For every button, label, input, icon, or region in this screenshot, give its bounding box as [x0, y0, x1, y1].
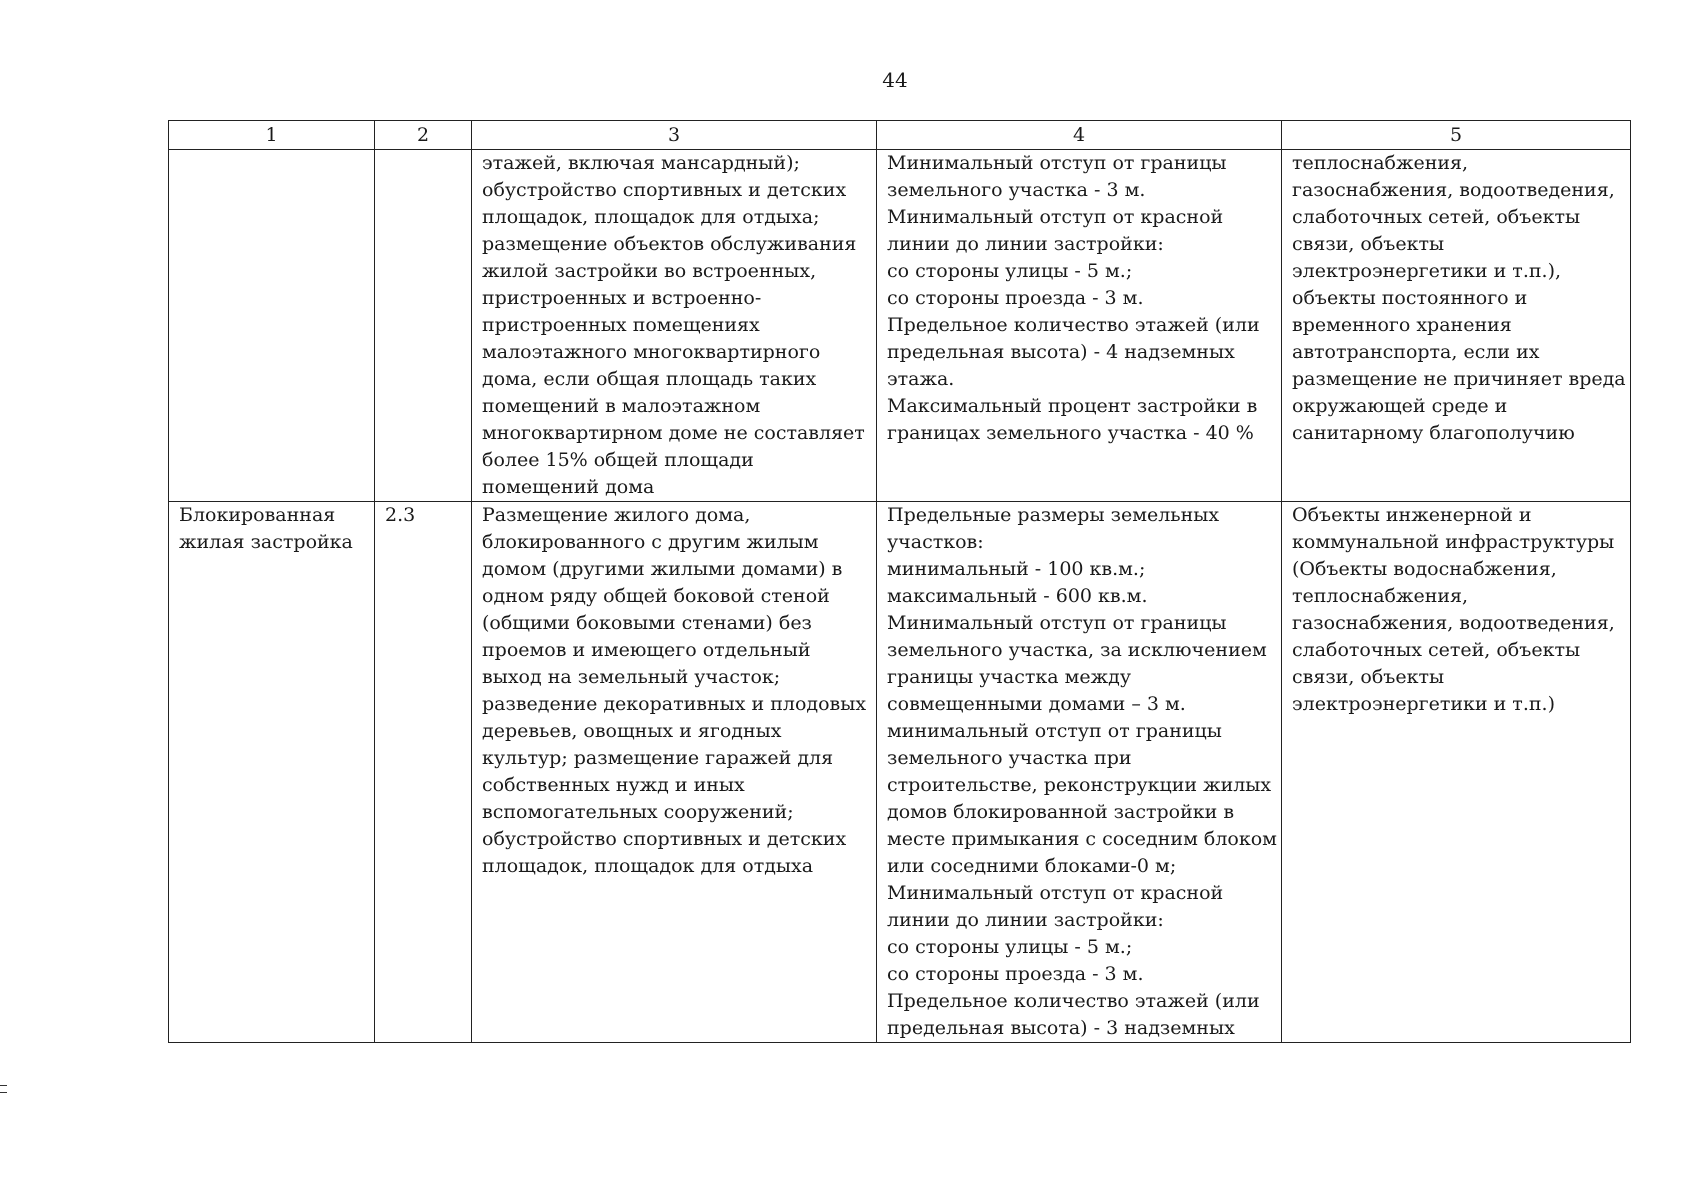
cell-text-line: слаботочных сетей, объекты: [1292, 639, 1581, 661]
cell-text-line: Минимальный отступ от границы: [887, 612, 1227, 634]
cell-text-line: временного хранения: [1292, 314, 1512, 336]
cell-text-line: Минимальный отступ от красной: [887, 206, 1224, 228]
cell-auxiliary-uses: [1282, 150, 1631, 502]
cell-text-line: этажей, включая мансардный);: [482, 152, 800, 174]
cell-text-line: газоснабжения, водоотведения,: [1292, 179, 1615, 201]
cell-text-line: Минимальный отступ от красной: [887, 882, 1224, 904]
cell-use-description: [472, 502, 877, 1043]
cell-text-line: автотранспорта, если их: [1292, 341, 1540, 363]
cell-text-line: электроэнергетики и т.п.),: [1292, 260, 1562, 282]
cell-text-line: Максимальный процент застройки в: [887, 395, 1258, 417]
cell-text-line: со стороны улицы - 5 м.;: [887, 260, 1133, 282]
cell-text-line: размещение не причиняет вреда: [1292, 368, 1626, 390]
cell-text-line: слаботочных сетей, объекты: [1292, 206, 1581, 228]
cell-text-line: электроэнергетики и т.п.): [1292, 693, 1555, 715]
cell-text-line: проемов и имеющего отдельный: [482, 639, 811, 661]
cell-text-line: теплоснабжения,: [1292, 152, 1469, 174]
table-row: [169, 150, 1631, 502]
cell-text-line: разведение декоративных и плодовых: [482, 693, 867, 715]
cell-text-line: минимальный отступ от границы: [887, 720, 1222, 742]
cell-text-line: этажа.: [887, 368, 955, 390]
cell-text-line: малоэтажного многоквартирного: [482, 341, 821, 363]
cell-text-line: пристроенных и встроенно-: [482, 287, 762, 309]
cell-text-line: газоснабжения, водоотведения,: [1292, 612, 1615, 634]
cell-text-line: площадок, площадок для отдыха;: [482, 206, 820, 228]
cell-text-line: размещение объектов обслуживания: [482, 233, 857, 255]
cell-parameters: [877, 150, 1282, 502]
cell-text-line: связи, объекты: [1292, 666, 1445, 688]
cell-text-line: окружающей среде и: [1292, 395, 1508, 417]
cell-text-line: дома, если общая площадь таких: [482, 368, 817, 390]
cell-text-line: предельная высота) - 3 надземных: [887, 1017, 1235, 1039]
header-col-5: 5: [1282, 121, 1631, 150]
cell-text-line: площадок, площадок для отдыха: [482, 855, 814, 877]
cell-text-line: пристроенных помещениях: [482, 314, 760, 336]
header-col-4: 4: [877, 121, 1282, 150]
cell-auxiliary-uses: [1282, 502, 1631, 1043]
cell-text-line: или соседними блоками-0 м;: [887, 855, 1177, 877]
cell-use-description: [472, 150, 877, 502]
cell-text-line: участков:: [887, 531, 984, 553]
cell-use-name: [169, 502, 375, 1043]
cell-text-line: объекты постоянного и: [1292, 287, 1528, 309]
cell-text-line: обустройство спортивных и детских: [482, 828, 847, 850]
cell-text-line: обустройство спортивных и детских: [482, 179, 847, 201]
cell-text-line: теплоснабжения,: [1292, 585, 1469, 607]
cell-text-line: со стороны проезда - 3 м.: [887, 963, 1144, 985]
table-header-row: [169, 121, 1631, 150]
cell-text-line: (общими боковыми стенами) без: [482, 612, 812, 634]
cell-text-line: вспомогательных сооружений;: [482, 801, 794, 823]
cell-text-line: Предельное количество этажей (или: [887, 314, 1260, 336]
cell-text-line: Объекты инженерной и: [1292, 504, 1532, 526]
cell-text-line: Размещение жилого дома,: [482, 504, 751, 526]
cell-text-line: помещений дома: [482, 476, 655, 498]
cell-text-line: 2.3: [385, 504, 416, 526]
cell-text-line: деревьев, овощных и ягодных: [482, 720, 782, 742]
cell-text-line: максимальный - 600 кв.м.: [887, 585, 1148, 607]
cell-text-line: жилая застройка: [179, 531, 353, 553]
cell-text-line: строительстве, реконструкции жилых: [887, 774, 1272, 796]
cell-use-code: [375, 502, 472, 1043]
land-use-table: [168, 120, 1631, 1043]
cell-parameters: [877, 502, 1282, 1043]
cell-text-line: связи, объекты: [1292, 233, 1445, 255]
cell-text-line: собственных нужд и иных: [482, 774, 745, 796]
cell-text-line: домом (другими жилыми домами) в: [482, 558, 843, 580]
cell-text-line: домов блокированной застройки в: [887, 801, 1235, 823]
cell-text-line: Предельное количество этажей (или: [887, 990, 1260, 1012]
cell-text-line: минимальный - 100 кв.м.;: [887, 558, 1146, 580]
cell-text-line: месте примыкания с соседним блоком: [887, 828, 1277, 850]
cell-use-code: [375, 150, 472, 502]
cell-text-line: земельного участка, за исключением: [887, 639, 1267, 661]
cell-text-line: жилой застройки во встроенных,: [482, 260, 817, 282]
header-col-1: 1: [169, 121, 375, 150]
cell-text-line: коммунальной инфраструктуры: [1292, 531, 1615, 553]
cell-text-line: Блокированная: [179, 504, 336, 526]
cell-text-line: предельная высота) - 4 надземных: [887, 341, 1235, 363]
header-col-3: 3: [472, 121, 877, 150]
cell-text-line: земельного участка - 3 м.: [887, 179, 1146, 201]
cell-text-line: линии до линии застройки:: [887, 233, 1164, 255]
cell-text-line: одном ряду общей боковой стеной: [482, 585, 830, 607]
cell-text-line: более 15% общей площади: [482, 449, 754, 471]
cell-text-line: земельного участка при: [887, 747, 1132, 769]
cell-text-line: Минимальный отступ от границы: [887, 152, 1227, 174]
table-row: [169, 502, 1631, 1043]
cell-text-line: Предельные размеры земельных: [887, 504, 1220, 526]
cell-text-line: со стороны улицы - 5 м.;: [887, 936, 1133, 958]
cell-text-line: выход на земельный участок;: [482, 666, 781, 688]
cell-text-line: совмещенными домами – 3 м.: [887, 693, 1186, 715]
page-number: 44: [882, 68, 908, 92]
cell-use-name: [169, 150, 375, 502]
header-col-2: 2: [375, 121, 472, 150]
cell-text-line: культур; размещение гаражей для: [482, 747, 834, 769]
cell-text-line: многоквартирном доме не составляет: [482, 422, 865, 444]
cell-text-line: со стороны проезда - 3 м.: [887, 287, 1144, 309]
cell-text-line: (Объекты водоснабжения,: [1292, 558, 1557, 580]
cell-text-line: помещений в малоэтажном: [482, 395, 761, 417]
cell-text-line: границах земельного участка - 40 %: [887, 422, 1254, 444]
cell-text-line: границы участка между: [887, 666, 1131, 688]
cell-text-line: санитарному благополучию: [1292, 422, 1575, 444]
cell-text-line: блокированного с другим жилым: [482, 531, 819, 553]
margin-mark: [0, 1085, 7, 1093]
cell-text-line: линии до линии застройки:: [887, 909, 1164, 931]
